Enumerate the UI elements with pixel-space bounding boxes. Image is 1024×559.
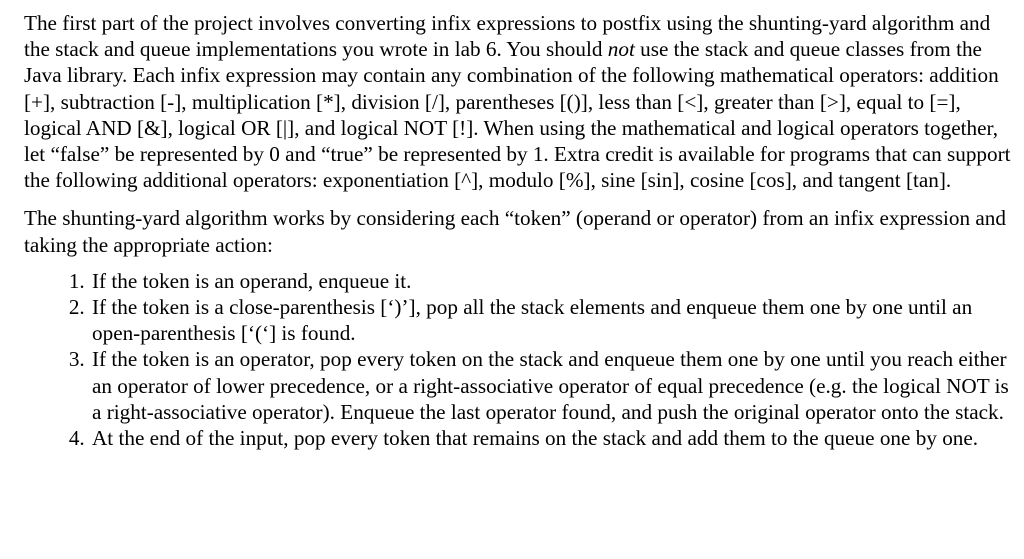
document-body xyxy=(24,10,1014,451)
algorithm-steps-list xyxy=(24,268,1014,451)
intro-text-end: use the stack and queue classes from the Java library. Each infix expression may contain any combination of the following mathematical operators: addition [+], subtraction [-], multiplication [*], division [/], parentheses [()], less than [<], greater than [>], equal to [=], logical AND [&], logical OR [|], and logical NOT [!]. When using the mathematical and logical operators together, let “false” be represented by 0 and “true” be represented by 1. Extra credit is available for programs that can support the following additional operators: exponentiation [^], modulo [%], sine [sin], cosine [cos], and tangent [tan]. xyxy=(24,37,1011,193)
list-item: 2. If the token is a close-parenthesis [‘)’], pop all the stack elements and enqueue them one by one until an open-parenthesis [‘(‘] is found. xyxy=(90,294,1014,346)
list-item: 1. If the token is an operand, enqueue it. xyxy=(90,268,1014,294)
algorithm-paragraph: The shunting-yard algorithm works by considering each “token” (operand or operator) from an infix expression and taking the appropriate action: xyxy=(24,206,1006,257)
intro-emphasis: not xyxy=(607,37,635,62)
list-item: 3. If the token is an operator, pop every token on the stack and enqueue them one by one until you reach either an operator of lower precedence, or a right-associative operator of equal precedence (e.g. the logical NOT is a right-associative operator). Enqueue the last operator found, and push the original operator onto the stack. xyxy=(90,346,1014,425)
intro-paragraph xyxy=(24,10,1014,193)
intro-text-start: The first part of the project involves converting infix expressions to postfix using the shunting-yard algorithm and the stack and queue implementations you wrote in lab 6. You should xyxy=(24,11,991,62)
list-item: 4. At the end of the input, pop every token that remains on the stack and add them to the queue one by one. xyxy=(90,425,1014,451)
